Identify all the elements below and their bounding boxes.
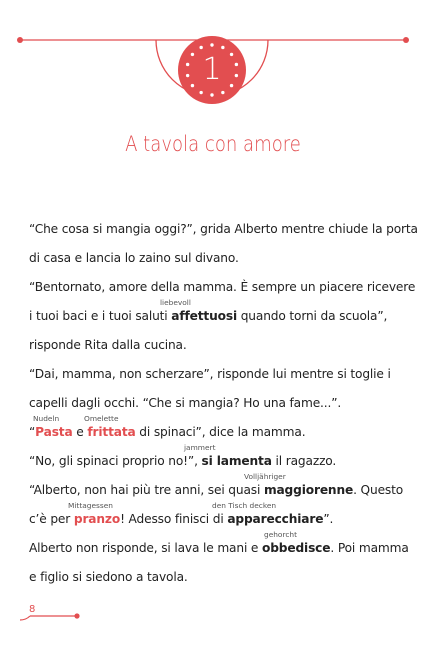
medallion-dot [210,43,213,46]
keyword-frittata: frittata [87,425,136,439]
keyword-affettuosi: affettuosi [171,309,237,323]
chapter-number: 1 [202,52,222,87]
medallion-dot [199,91,202,94]
gloss-si-lamenta: jammert [184,443,216,452]
text-line: i tuoi baci e i tuoi saluti affettuosi quando torni da scuola”, [29,309,388,323]
text-line: “Dai, mamma, non scherzare”, risponde lui mentre si toglie i [29,367,391,381]
gloss-affettuosi: liebevoll [160,298,191,307]
medallion-dot [186,63,189,66]
text-line: “Che cosa si mangia oggi?”, grida Alberto mentre chiude la porta [29,222,418,236]
text-line: di casa e lancia lo zaino sul divano. [29,251,239,265]
medallion-dot [186,74,189,77]
text-line: c’è per pranzo! Adesso finisci di apparecchiare”. [29,512,334,526]
chapter-title: A tavola con amore [125,132,301,156]
medallion-dot [235,63,238,66]
text-line: risponde Rita dalla cucina. [29,338,187,352]
keyword-apparecchiare: apparecchiare [227,512,324,526]
text-line: capelli dagli occhi. “Che si mangia? Ho una fame...”. [29,396,342,410]
medallion-dot [235,74,238,77]
medallion-dot [210,93,213,96]
gloss-pasta: Nudeln [33,414,60,423]
gloss-maggiorenne: Volljähriger [244,472,286,481]
keyword-pranzo: pranzo [73,512,121,526]
page-number: 8 [29,604,36,615]
keyword-maggiorenne: maggiorenne [263,483,354,497]
text-line: “No, gli spinaci proprio no!”, si lamenta il ragazzo. [29,454,337,468]
text-line: “Pasta e frittata di spinaci”, dice la mamma. [29,425,306,439]
text-line: “Alberto, non hai più tre anni, sei quasi maggiorenne. Questo [29,483,404,497]
text-line: Alberto non risponde, si lava le mani e obbedisce. Poi mamma [29,541,409,555]
gloss-pranzo: Mittagessen [68,501,113,510]
gloss-frittata: Omelette [84,414,119,423]
medallion-dot [221,46,224,49]
keyword-pasta: Pasta [35,425,73,439]
text-line: e figlio si siedono a tavola. [29,570,188,584]
medallion-dot [199,46,202,49]
keyword-si-lamenta: si lamenta [201,454,272,468]
gloss-apparecchiare: den Tisch decken [212,501,277,510]
medallion-dot [221,91,224,94]
keyword-obbedisce: obbedisce [261,541,331,555]
gloss-obbedisce: gehorcht [264,530,297,539]
text-line: “Bentornato, amore della mamma. È sempre un piacere ricevere [29,280,416,294]
